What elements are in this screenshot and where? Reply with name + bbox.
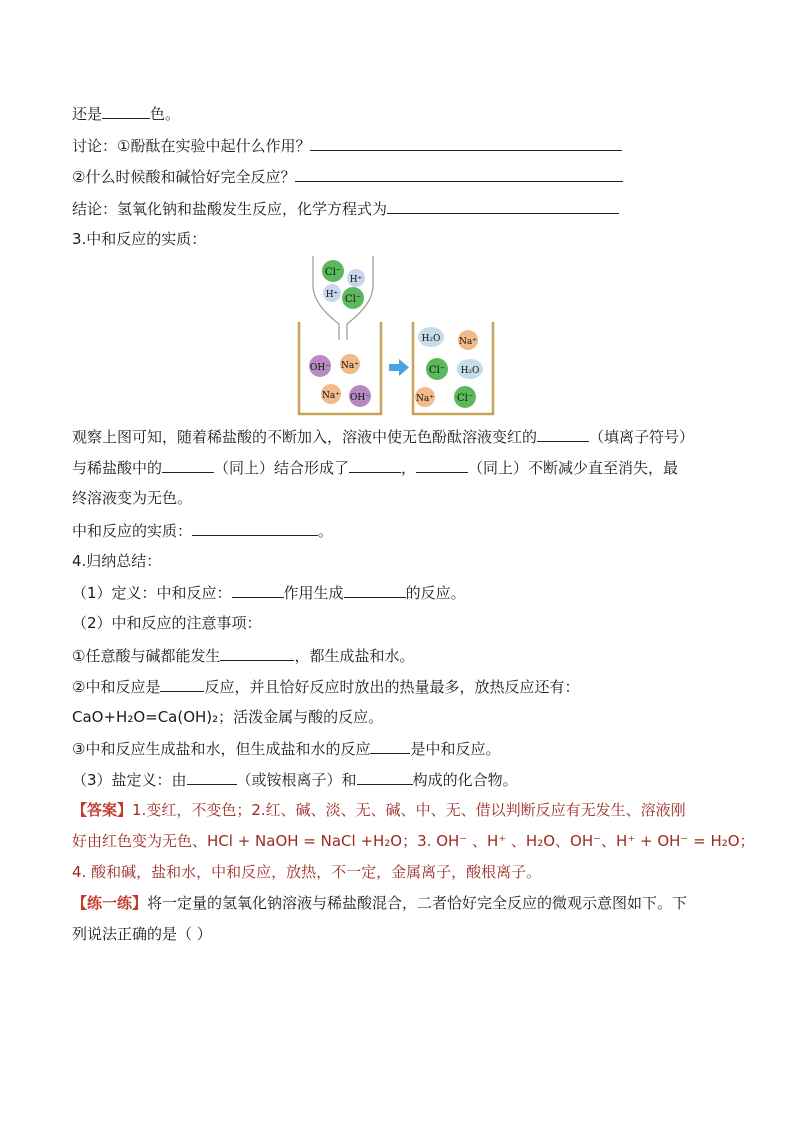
text: 观察上图可知，随着稀盐酸的不断加入，溶液中使无色酚酞溶液变红的 bbox=[72, 428, 538, 446]
ion-label: Na⁺ bbox=[416, 394, 434, 404]
blank[interactable] bbox=[160, 676, 204, 692]
essence bbox=[72, 520, 333, 541]
discussion-q2 bbox=[72, 166, 623, 187]
answer-text: 1.变红，不变色；2.红、碱、淡、无、碱、中、无、借以判断反应有无发生、溶液刚 bbox=[132, 801, 686, 819]
text: 作用生成 bbox=[283, 584, 344, 602]
answer-text: 好由红色变为无色、HCl + NaOH = NaCl +H₂O；3. OH⁻ 、H⁺ 、H₂O、OH⁻、H⁺ + OH⁻ = H₂O； bbox=[72, 832, 755, 850]
text: （3）盐定义：由 bbox=[72, 771, 187, 789]
section-3-heading bbox=[72, 229, 206, 249]
note-3 bbox=[72, 738, 500, 759]
funnel-h-1 bbox=[347, 269, 365, 287]
practice-line-1 bbox=[72, 893, 687, 913]
text: ②中和反应是 bbox=[72, 678, 161, 696]
ion-label: OH⁻ bbox=[350, 393, 370, 403]
ion-label: Na⁺ bbox=[459, 337, 477, 347]
note-1 bbox=[72, 645, 414, 666]
text: ，都生成盐和水。 bbox=[294, 647, 415, 665]
blank[interactable] bbox=[357, 769, 413, 785]
blank[interactable] bbox=[187, 769, 237, 785]
text: ， bbox=[401, 459, 417, 477]
text: 讨论：①酚酞在实验中起什么作用？ bbox=[72, 137, 311, 155]
ion-label: H₂O bbox=[460, 366, 480, 376]
blank[interactable] bbox=[220, 645, 294, 661]
left-oh-1 bbox=[309, 355, 331, 377]
text: 反应，并且恰好反应时放出的热量最多，放热反应还有： bbox=[204, 678, 580, 696]
note-2-cont bbox=[72, 707, 383, 727]
text: 终溶液变为无色。 bbox=[72, 489, 193, 507]
blank[interactable] bbox=[387, 198, 619, 214]
left-na-1 bbox=[340, 354, 360, 374]
text: ①任意酸与碱都能发生 bbox=[72, 647, 221, 665]
right-na-1 bbox=[458, 330, 478, 350]
ion-label: Cl⁻ bbox=[428, 365, 446, 376]
text: 4.归纳总结： bbox=[72, 552, 162, 570]
text: 3.中和反应的实质： bbox=[72, 230, 207, 248]
blank[interactable] bbox=[310, 135, 622, 151]
left-na-2 bbox=[321, 384, 341, 404]
salt-definition bbox=[72, 769, 518, 790]
answer-line-3 bbox=[72, 862, 541, 882]
text: （同上）不断减少直至消失，最 bbox=[468, 459, 679, 477]
blank[interactable] bbox=[416, 457, 468, 473]
right-cl-1 bbox=[426, 358, 448, 380]
text: （同上）结合形成了 bbox=[214, 459, 350, 477]
text: （1）定义：中和反应： bbox=[72, 584, 232, 602]
funnel-h-2 bbox=[323, 284, 341, 302]
right-cl-2 bbox=[454, 386, 476, 408]
conclusion bbox=[72, 198, 619, 219]
answer-text: 4. 酸和碱，盐和水，中和反应，放热，不一定，金属离子，酸根离子。 bbox=[72, 863, 542, 881]
observation-2 bbox=[72, 457, 678, 478]
definition bbox=[72, 582, 466, 603]
discussion-q1 bbox=[72, 135, 622, 156]
ion-label: OH⁻ bbox=[310, 363, 330, 373]
text: ③中和反应生成盐和水，但生成盐和水的反应 bbox=[72, 740, 371, 758]
ion-label: Cl⁻ bbox=[344, 294, 362, 305]
text: 与稀盐酸中的 bbox=[72, 459, 163, 477]
text: 中和反应的实质： bbox=[72, 522, 193, 540]
answer-line-1 bbox=[72, 800, 686, 820]
ion-label: H⁺ bbox=[325, 290, 339, 300]
blank[interactable] bbox=[537, 426, 589, 442]
text: 色。 bbox=[150, 105, 181, 123]
ion-label: Na⁺ bbox=[341, 361, 359, 371]
blank[interactable] bbox=[370, 738, 410, 754]
right-h2o-2 bbox=[457, 359, 483, 379]
text: （或铵根离子）和 bbox=[236, 771, 357, 789]
funnel-cl-2 bbox=[342, 287, 364, 309]
text: 是中和反应。 bbox=[410, 740, 501, 758]
blank[interactable] bbox=[344, 582, 406, 598]
text: （填离子符号） bbox=[589, 428, 695, 446]
right-na-2 bbox=[415, 387, 435, 407]
ion-label: H₂O bbox=[421, 334, 441, 344]
answer-line-2 bbox=[72, 831, 755, 851]
blank[interactable] bbox=[232, 582, 284, 598]
blank[interactable] bbox=[349, 457, 401, 473]
text: 结论：氢氧化钠和盐酸发生反应，化学方程式为 bbox=[72, 200, 388, 218]
text: ②什么时候酸和碱恰好完全反应？ bbox=[72, 168, 296, 186]
answer-tag: 【答案】 bbox=[72, 801, 133, 819]
practice-text: 列说法正确的是（ ） bbox=[72, 925, 212, 943]
line-1 bbox=[72, 103, 180, 124]
ion-label: Cl⁻ bbox=[324, 267, 342, 278]
right-h2o-1 bbox=[418, 327, 444, 347]
ion-label: Cl⁻ bbox=[456, 393, 474, 404]
practice-tag: 【练一练】 bbox=[72, 894, 148, 912]
ion-label: H⁺ bbox=[349, 275, 363, 285]
section-4-heading bbox=[72, 551, 161, 571]
observation-1 bbox=[72, 426, 694, 447]
blank[interactable] bbox=[102, 103, 150, 119]
blank[interactable] bbox=[192, 520, 318, 536]
practice-text: 将一定量的氢氧化钠溶液与稀盐酸混合，二者恰好完全反应的微观示意图如下。下 bbox=[147, 894, 688, 912]
blank[interactable] bbox=[162, 457, 214, 473]
text: （2）中和反应的注意事项： bbox=[72, 614, 262, 632]
blank[interactable] bbox=[295, 166, 623, 182]
left-oh-2 bbox=[349, 385, 371, 407]
observation-3 bbox=[72, 488, 192, 508]
neutralization-diagram bbox=[295, 256, 499, 418]
notes-heading bbox=[72, 613, 262, 633]
text: 构成的化合物。 bbox=[412, 771, 518, 789]
arrow-icon bbox=[389, 359, 409, 376]
text: CaO+H₂O=Ca(OH)₂；活泼金属与酸的反应。 bbox=[72, 708, 384, 726]
text: 还是 bbox=[72, 105, 103, 123]
text: 的反应。 bbox=[405, 584, 466, 602]
text: 。 bbox=[318, 522, 334, 540]
funnel-cl-1 bbox=[322, 260, 344, 282]
ion-label: Na⁺ bbox=[322, 391, 340, 401]
note-2 bbox=[72, 676, 579, 697]
practice-line-2 bbox=[72, 924, 212, 944]
